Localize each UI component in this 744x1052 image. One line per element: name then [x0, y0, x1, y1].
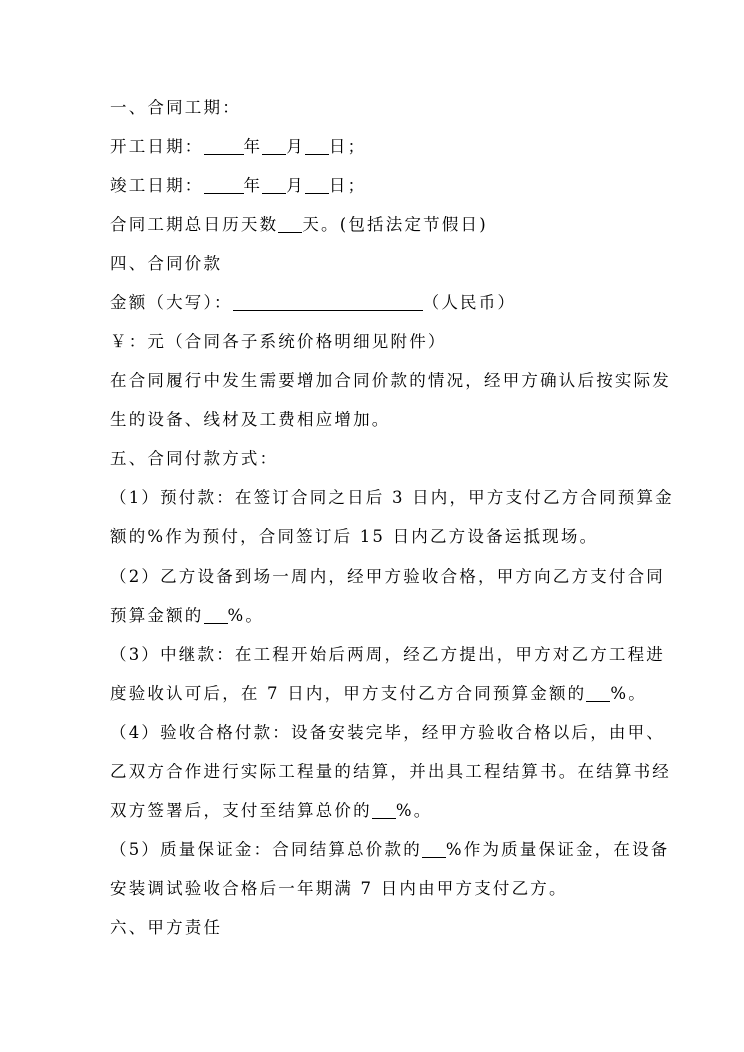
start-date-line: 开工日期： 年 月 日； — [110, 137, 367, 156]
blank-year — [204, 136, 244, 155]
item4-line1: （4）验收合格付款：设备安装完毕，经甲方验收合格以后，由甲、 — [110, 723, 665, 742]
blank-days — [278, 214, 302, 233]
item4-line2: 乙双方合作进行实际工程量的结算，并出具工程结算书。在结算书经 — [110, 762, 671, 781]
blank-percent — [586, 683, 610, 702]
paragraph-increase-line2: 生的设备、线材及工费相应增加。 — [110, 410, 391, 429]
section4-title: 四、合同价款 — [110, 254, 223, 273]
paragraph-increase-line1: 在合同履行中发生需要增加合同价款的情况，经甲方确认后按实际发 — [110, 371, 671, 390]
item5-line1: （5）质量保证金：合同结算总价款的 %作为质量保证金，在设备 — [110, 840, 670, 859]
blank-year — [204, 175, 244, 194]
blank-percent — [422, 839, 446, 858]
item5-line2: 安装调试验收合格后一年期满 7 日内由甲方支付乙方。 — [110, 879, 568, 898]
section5-title: 五、合同付款方式： — [110, 449, 279, 468]
amount-line: 金额（大写）： （人民币） — [110, 293, 517, 312]
end-date-line: 竣工日期： 年 月 日； — [110, 176, 367, 195]
blank-month — [262, 136, 286, 155]
blank-amount — [233, 292, 423, 311]
blank-day — [305, 175, 329, 194]
item3-line1: （3）中继款：在工程开始后两周，经乙方提出，甲方对乙方工程进 — [110, 645, 665, 664]
item1-line2: 额的%作为预付，合同签订后 15 日内乙方设备运抵现场。 — [110, 527, 599, 546]
item3-line2: 度验收认可后，在 7 日内，甲方支付乙方合同预算金额的 %。 — [110, 684, 647, 703]
item2-line1: （2）乙方设备到场一周内，经甲方验收合格，甲方向乙方支付合同 — [110, 567, 665, 586]
total-days-line: 合同工期总日历天数 天。(包括法定节假日) — [110, 215, 488, 234]
yuan-line: ￥：元（合同各子系统价格明细见附件） — [110, 332, 447, 351]
section6-title: 六、甲方责任 — [110, 918, 223, 937]
item2-line2: 预算金额的 %。 — [110, 606, 265, 625]
blank-month — [262, 175, 286, 194]
blank-day — [305, 136, 329, 155]
blank-percent — [204, 605, 228, 624]
item1-line1: （1）预付款：在签订合同之日后 3 日内，甲方支付乙方合同预算金 — [110, 488, 674, 507]
section1-title: 一、合同工期： — [110, 98, 241, 117]
blank-percent — [372, 800, 396, 819]
item4-line3: 双方签署后，支付至结算总价的 %。 — [110, 801, 433, 820]
